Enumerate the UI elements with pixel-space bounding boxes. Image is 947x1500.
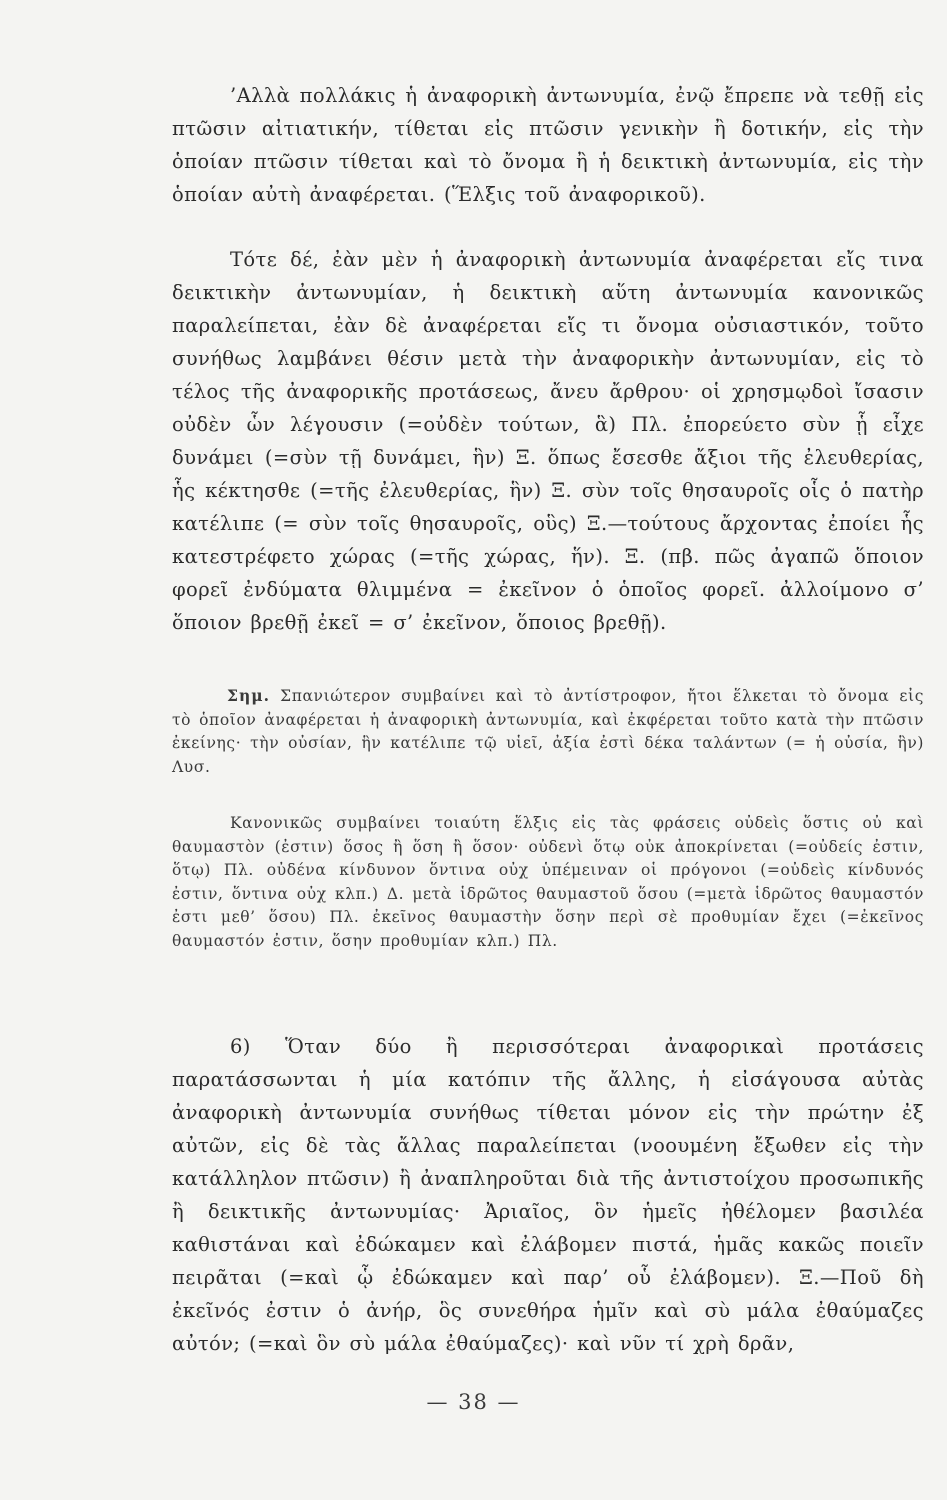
note-regular-attraction — [172, 812, 924, 953]
note-text: Σπανιώτερον συμβαίνει καὶ τὸ ἀντίστροφον, ἤτοι ἕλκεται τὸ ὄνομα εἰς τὸ ὁποῖον ἀναφέρεται ἡ ἀναφορικὴ ἀντωνυμία, καὶ ἐκφέρεται τοῦτο κατὰ τὴν πτῶσιν ἐκείνης· τὴν οὐσίαν, ἣν κατέλιπε τῷ υἱεῖ, ἀξία ἐστὶ δέκα ταλάντων (= ἡ οὐσία, ἣν) Λυσ. — [172, 687, 924, 776]
paragraph-text: Τότε δέ, ἐὰν μὲν ἡ ἀναφορικὴ ἀντωνυμία ἀναφέρεται εἴς τινα δεικτικὴν ἀντωνυμίαν, ἡ δεικτικὴ αὕτη ἀντωνυμία κανονικῶς παραλείπεται, ἐὰν δὲ ἀναφέρεται εἴς τι ὄνομα οὐσιαστικόν, τοῦτο συνήθως λαμβάνει θέσιν μετὰ τὴν ἀναφορικὴν ἀντωνυμίαν, εἰς τὸ τέλος τῆς ἀναφορικῆς προτάσεως, ἄνευ ἄρθρου· οἱ χρησμῳδοὶ ἴσασιν οὐδὲν ὧν λέγουσιν (=οὐδὲν τούτων, ἃ) Πλ. ἐπορεύετο σὺν ᾗ εἶχε δυνάμει (=σὺν τῇ δυνάμει, ἣν) Ξ. ὅπως ἔσεσθε ἄξιοι τῆς ἐλευθερίας, ἧς κέκτησθε (=τῆς ἐλευθερίας, ἣν) Ξ. σὺν τοῖς θησαυροῖς οἷς ὁ πατὴρ κατέλιπε (= σὺν τοῖς θησαυροῖς, οὓς) Ξ.—τούτους ἄρχοντας ἐποίει ἧς κατεστρέφετο χώρας (=τῆς χώρας, ἥν). Ξ. (πβ. πῶς ἀγαπῶ ὅποιον φορεῖ ἐνδύματα θλιμμένα = ἐκεῖνον ὁ ὁποῖος φορεῖ. ἀλλοίμονο σ’ ὅποιον βρεθῇ ἐκεῖ = σ’ ἐκεῖνον, ὅποιος βρεθῇ). — [172, 248, 924, 634]
paragraph-attraction-rules — [172, 243, 924, 639]
page-number: — 38 — — [426, 1390, 521, 1414]
paragraph-text: ’Αλλὰ πολλάκις ἡ ἀναφορικὴ ἀντωνυμία, ἐνῷ ἔπρεπε νὰ τεθῇ εἰς πτῶσιν αἰτιατικήν, τίθεται εἰς πτῶσιν γενικὴν ἢ δοτικήν, εἰς τὴν ὁποίαν πτῶσιν τίθεται καὶ τὸ ὄνομα ἢ ἡ δεικτικὴ ἀντωνυμία, εἰς τὴν ὁποίαν αὐτὴ ἀναφέρεται. (Ἕλξις τοῦ ἀναφορικοῦ). — [172, 84, 924, 206]
paragraph-section-6 — [172, 1030, 924, 1360]
note-label: Σημ. — [227, 686, 270, 705]
note-paragraph: Κανονικῶς συμβαίνει τοιαύτη ἕλξις εἰς τὰς φράσεις οὐδεὶς ὅστις οὐ καὶ θαυμαστὸν (ἐστιν) ὅσος ἢ ὅση ἢ ὅσον· οὐδενὶ ὅτῳ οὐκ ἀποκρίνεται (=οὐδείς ἐστιν, ὅτῳ) Πλ. οὐδένα κίνδυνον ὅντινα οὐχ ὑπέμειναν οἱ πρόγονοι (=οὐδεὶς κίνδυνός ἐστιν, ὅντινα οὐχ κλπ.) Δ. μετὰ ἱδρῶτος θαυμαστοῦ ὅσου (=μετὰ ἱδρῶτος θαυμαστόν ἐστι μεθ’ ὅσου) Πλ. ἐκεῖνος θαυμαστὴν ὅσην περὶ σὲ προθυμίαν ἔχει (=ἐκεῖνος θαυμαστόν ἐστιν, ὅσην προθυμίαν κλπ.) Πλ. — [172, 814, 924, 950]
note-paragraph — [172, 684, 924, 779]
note-reverse-attraction — [172, 684, 924, 779]
paragraph-attraction-intro — [172, 79, 924, 211]
paragraph-text: 6) Ὅταν δύο ἢ περισσότεραι ἀναφορικαὶ προτάσεις παρατάσσωνται ἡ μία κατόπιν τῆς ἄλλης, ἡ εἰσάγουσα αὐτὰς ἀναφορικὴ ἀντωνυμία συνήθως τίθεται μόνον εἰς τὴν πρώτην ἐξ αὐτῶν, εἰς δὲ τὰς ἄλλας παραλείπεται (νοουμένη ἔξωθεν εἰς τὴν κατάλληλον πτῶσιν) ἢ ἀναπληροῦται διὰ τῆς ἀντιστοίχου προσωπικῆς ἢ δεικτικῆς ἀντωνυμίας· Ἀριαῖος, ὃν ἡμεῖς ἠθέλομεν βασιλέα καθιστάναι καὶ ἐδώκαμεν καὶ ἐλάβομεν πιστά, ἡμᾶς κακῶς ποιεῖν πειρᾶται (=καὶ ᾧ ἐδώκαμεν καὶ παρ’ οὗ ἐλάβομεν). Ξ.—Ποῦ δὴ ἐκεῖνός ἐστιν ὁ ἀνήρ, ὃς συνεθήρα ἡμῖν καὶ σὺ μάλα ἐθαύμαζες αὐτόν; (=καὶ ὃν σὺ μάλα ἐθαύμαζες)· καὶ νῦν τί χρὴ δρᾶν, — [172, 1035, 924, 1355]
